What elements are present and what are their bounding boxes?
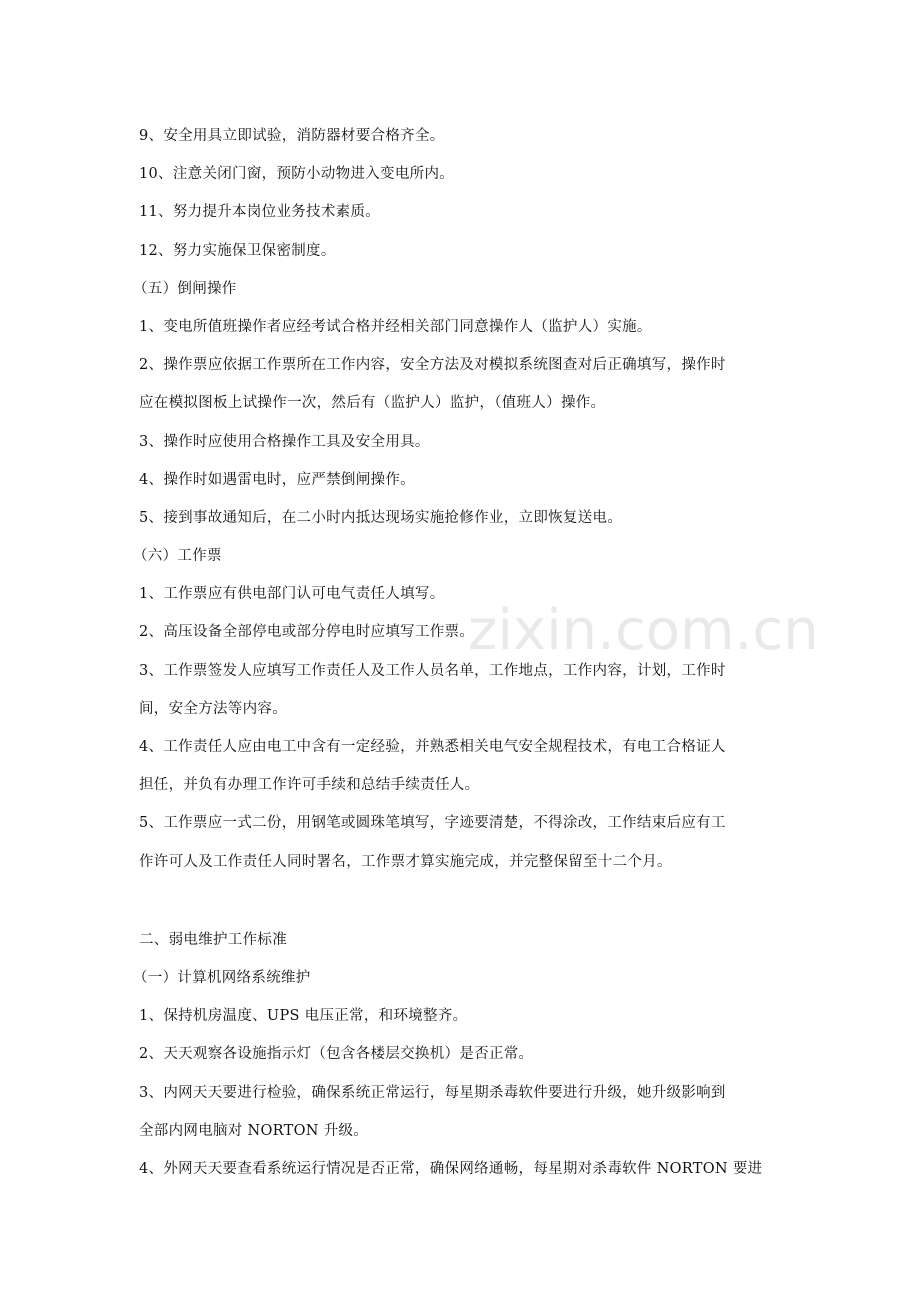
paragraph-line: 9、安全用具立即试验，消防器材要合格齐全。	[139, 128, 445, 144]
part-heading: 二、弱电维护工作标准	[139, 931, 287, 948]
section-spacer	[139, 881, 787, 921]
paragraph-line: 1、工作票应有供电部门认可电气责任人填写。	[139, 586, 445, 603]
paragraph-line: 3、操作时应使用合格操作工具及安全用具。	[139, 433, 430, 450]
section-heading: （一）计算机网络系统维护	[133, 969, 311, 986]
paragraph-line: 5、接到事故通知后，在二小时内抵达现场实施抢修作业，立即恢复送电。	[139, 509, 623, 526]
paragraph-line: 11、努力提升本岗位业务技术素质。	[139, 204, 381, 221]
section-heading: （五）倒闸操作	[133, 280, 237, 297]
paragraph-line: 间，安全方法等内容。	[139, 700, 287, 717]
paragraph-line: 1、保持机房温度、UPS 电压正常，和环境整齐。	[139, 1008, 468, 1025]
paragraph-line: 1、变电所值班操作者应经考试合格并经相关部门同意操作人（监护人）实施。	[139, 318, 652, 335]
paragraph-line: 全部内网电脑对 NORTON 升级。	[139, 1122, 369, 1139]
paragraph-line: 作许可人及工作责任人同时署名，工作票才算实施完成，并完整保留至十二个月。	[139, 853, 672, 870]
watermark: zixin.com.cn	[468, 598, 819, 663]
section-heading: （六）工作票	[133, 548, 222, 565]
paragraph-line: 2、操作票应依据工作票所在工作内容，安全方法及对模拟系统图查对后正确填写，操作时	[139, 357, 726, 374]
paragraph-line: 10、注意关闭门窗，预防小动物进入变电所内。	[139, 166, 455, 183]
paragraph-line: 4、操作时如遇雷电时，应严禁倒闸操作。	[139, 471, 415, 488]
paragraph-line: 12、努力实施保卫保密制度。	[139, 242, 336, 259]
paragraph-line: 4、工作责任人应由电工中含有一定经验，并熟悉相关电气安全规程技术，有电工合格证人	[139, 739, 726, 755]
paragraph-line: 3、内网天天要进行检验，确保系统正常运行，每星期杀毒软件要进行升级，她升级影响到	[139, 1084, 726, 1101]
paragraph-line: 2、天天观察各设施指示灯（包含各楼层交换机）是否正常。	[139, 1046, 534, 1063]
paragraph-line: 3、工作票签发人应填写工作责任人及工作人员名单，工作地点，工作内容，计划，工作时	[139, 662, 726, 679]
paragraph-line: 担任，并负有办理工作许可手续和总结手续责任人。	[139, 777, 480, 794]
paragraph-line: 4、外网天天要查看系统运行情况是否正常，确保网络通畅，每星期对杀毒软件 NORTON 要进	[139, 1160, 763, 1177]
paragraph-line: 应在模拟图板上试操作一次，然后有（监护人）监护，（值班人）操作。	[139, 395, 606, 412]
document-body	[133, 117, 787, 1188]
paragraph-line: 2、高压设备全部停电或部分停电时应填写工作票。	[139, 624, 475, 641]
paragraph-line: 5、工作票应一式二份，用钢笔或圆珠笔填写，字迹要清楚，不得涂改，工作结束后应有工	[139, 815, 726, 832]
